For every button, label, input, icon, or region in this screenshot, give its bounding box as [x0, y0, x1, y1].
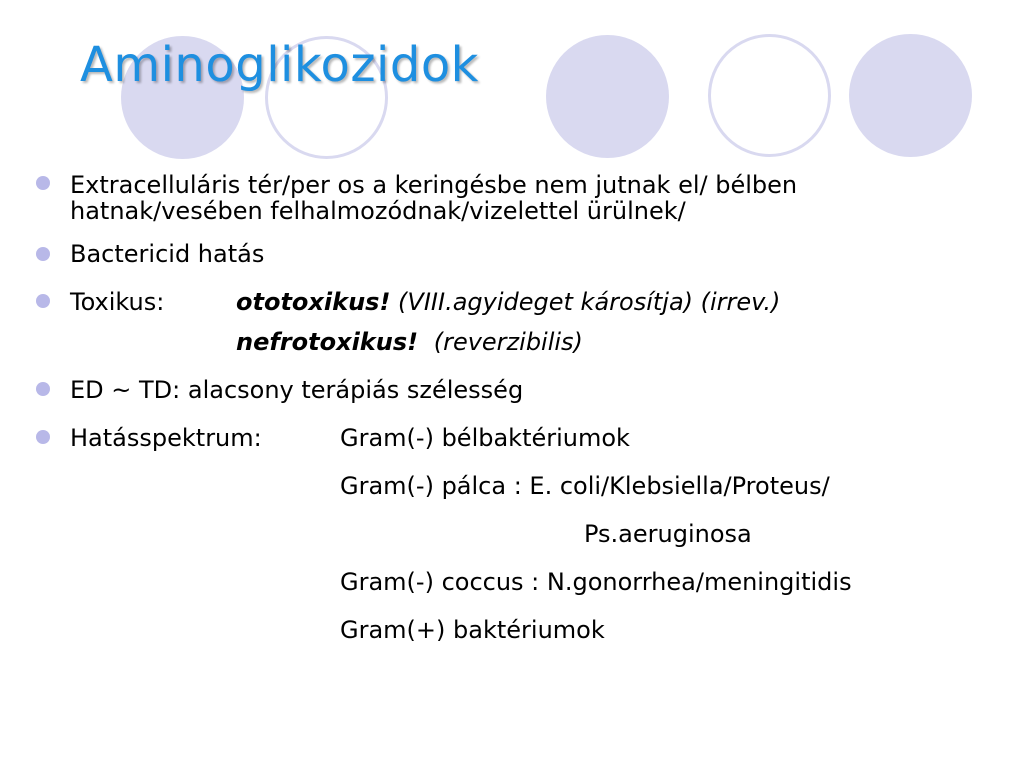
toxicity-item — [236, 289, 780, 315]
decorative-circle — [546, 35, 669, 158]
bullet-dot-icon — [36, 247, 50, 261]
decorative-circle-outline — [708, 34, 831, 157]
bullet-dot-icon — [36, 382, 50, 396]
bullet-text: Extracelluláris tér/per os a keringésbe nem jutnak el/ bélben — [70, 171, 798, 199]
bullet-dot-icon — [36, 176, 50, 190]
spectrum-item: Gram(-) pálca : E. coli/Klebsiella/Proteus/ — [340, 472, 830, 500]
toxicity-note: (reverzibilis) — [433, 328, 583, 356]
decorative-circle — [849, 34, 972, 157]
toxicity-label: Toxikus: — [70, 288, 165, 316]
toxicity-note: (VIII.agyideget károsítja) (irrev.) — [398, 288, 781, 316]
toxicity-term: nefrotoxikus! — [236, 328, 419, 356]
spectrum-item: Gram(-) coccus : N.gonorrhea/meningitidis — [340, 568, 852, 596]
bullet-dot-icon — [36, 294, 50, 308]
bullet-text: ED ~ TD: alacsony terápiás szélesség — [70, 376, 524, 404]
toxicity-term: ototoxikus! — [236, 288, 391, 316]
spectrum-label: Hatásspektrum: — [70, 424, 262, 452]
spectrum-item: Ps.aeruginosa — [584, 520, 752, 548]
toxicity-item — [236, 329, 583, 355]
bullet-dot-icon — [36, 430, 50, 444]
bullet-text-continuation: hatnak/vesében felhalmozódnak/vizelettel ürülnek/ — [70, 197, 686, 225]
bullet-text: Bactericid hatás — [70, 240, 265, 268]
spectrum-item: Gram(+) baktériumok — [340, 616, 605, 644]
spectrum-item: Gram(-) bélbaktériumok — [340, 424, 630, 452]
slide-title: Aminoglikozidok — [80, 37, 479, 93]
